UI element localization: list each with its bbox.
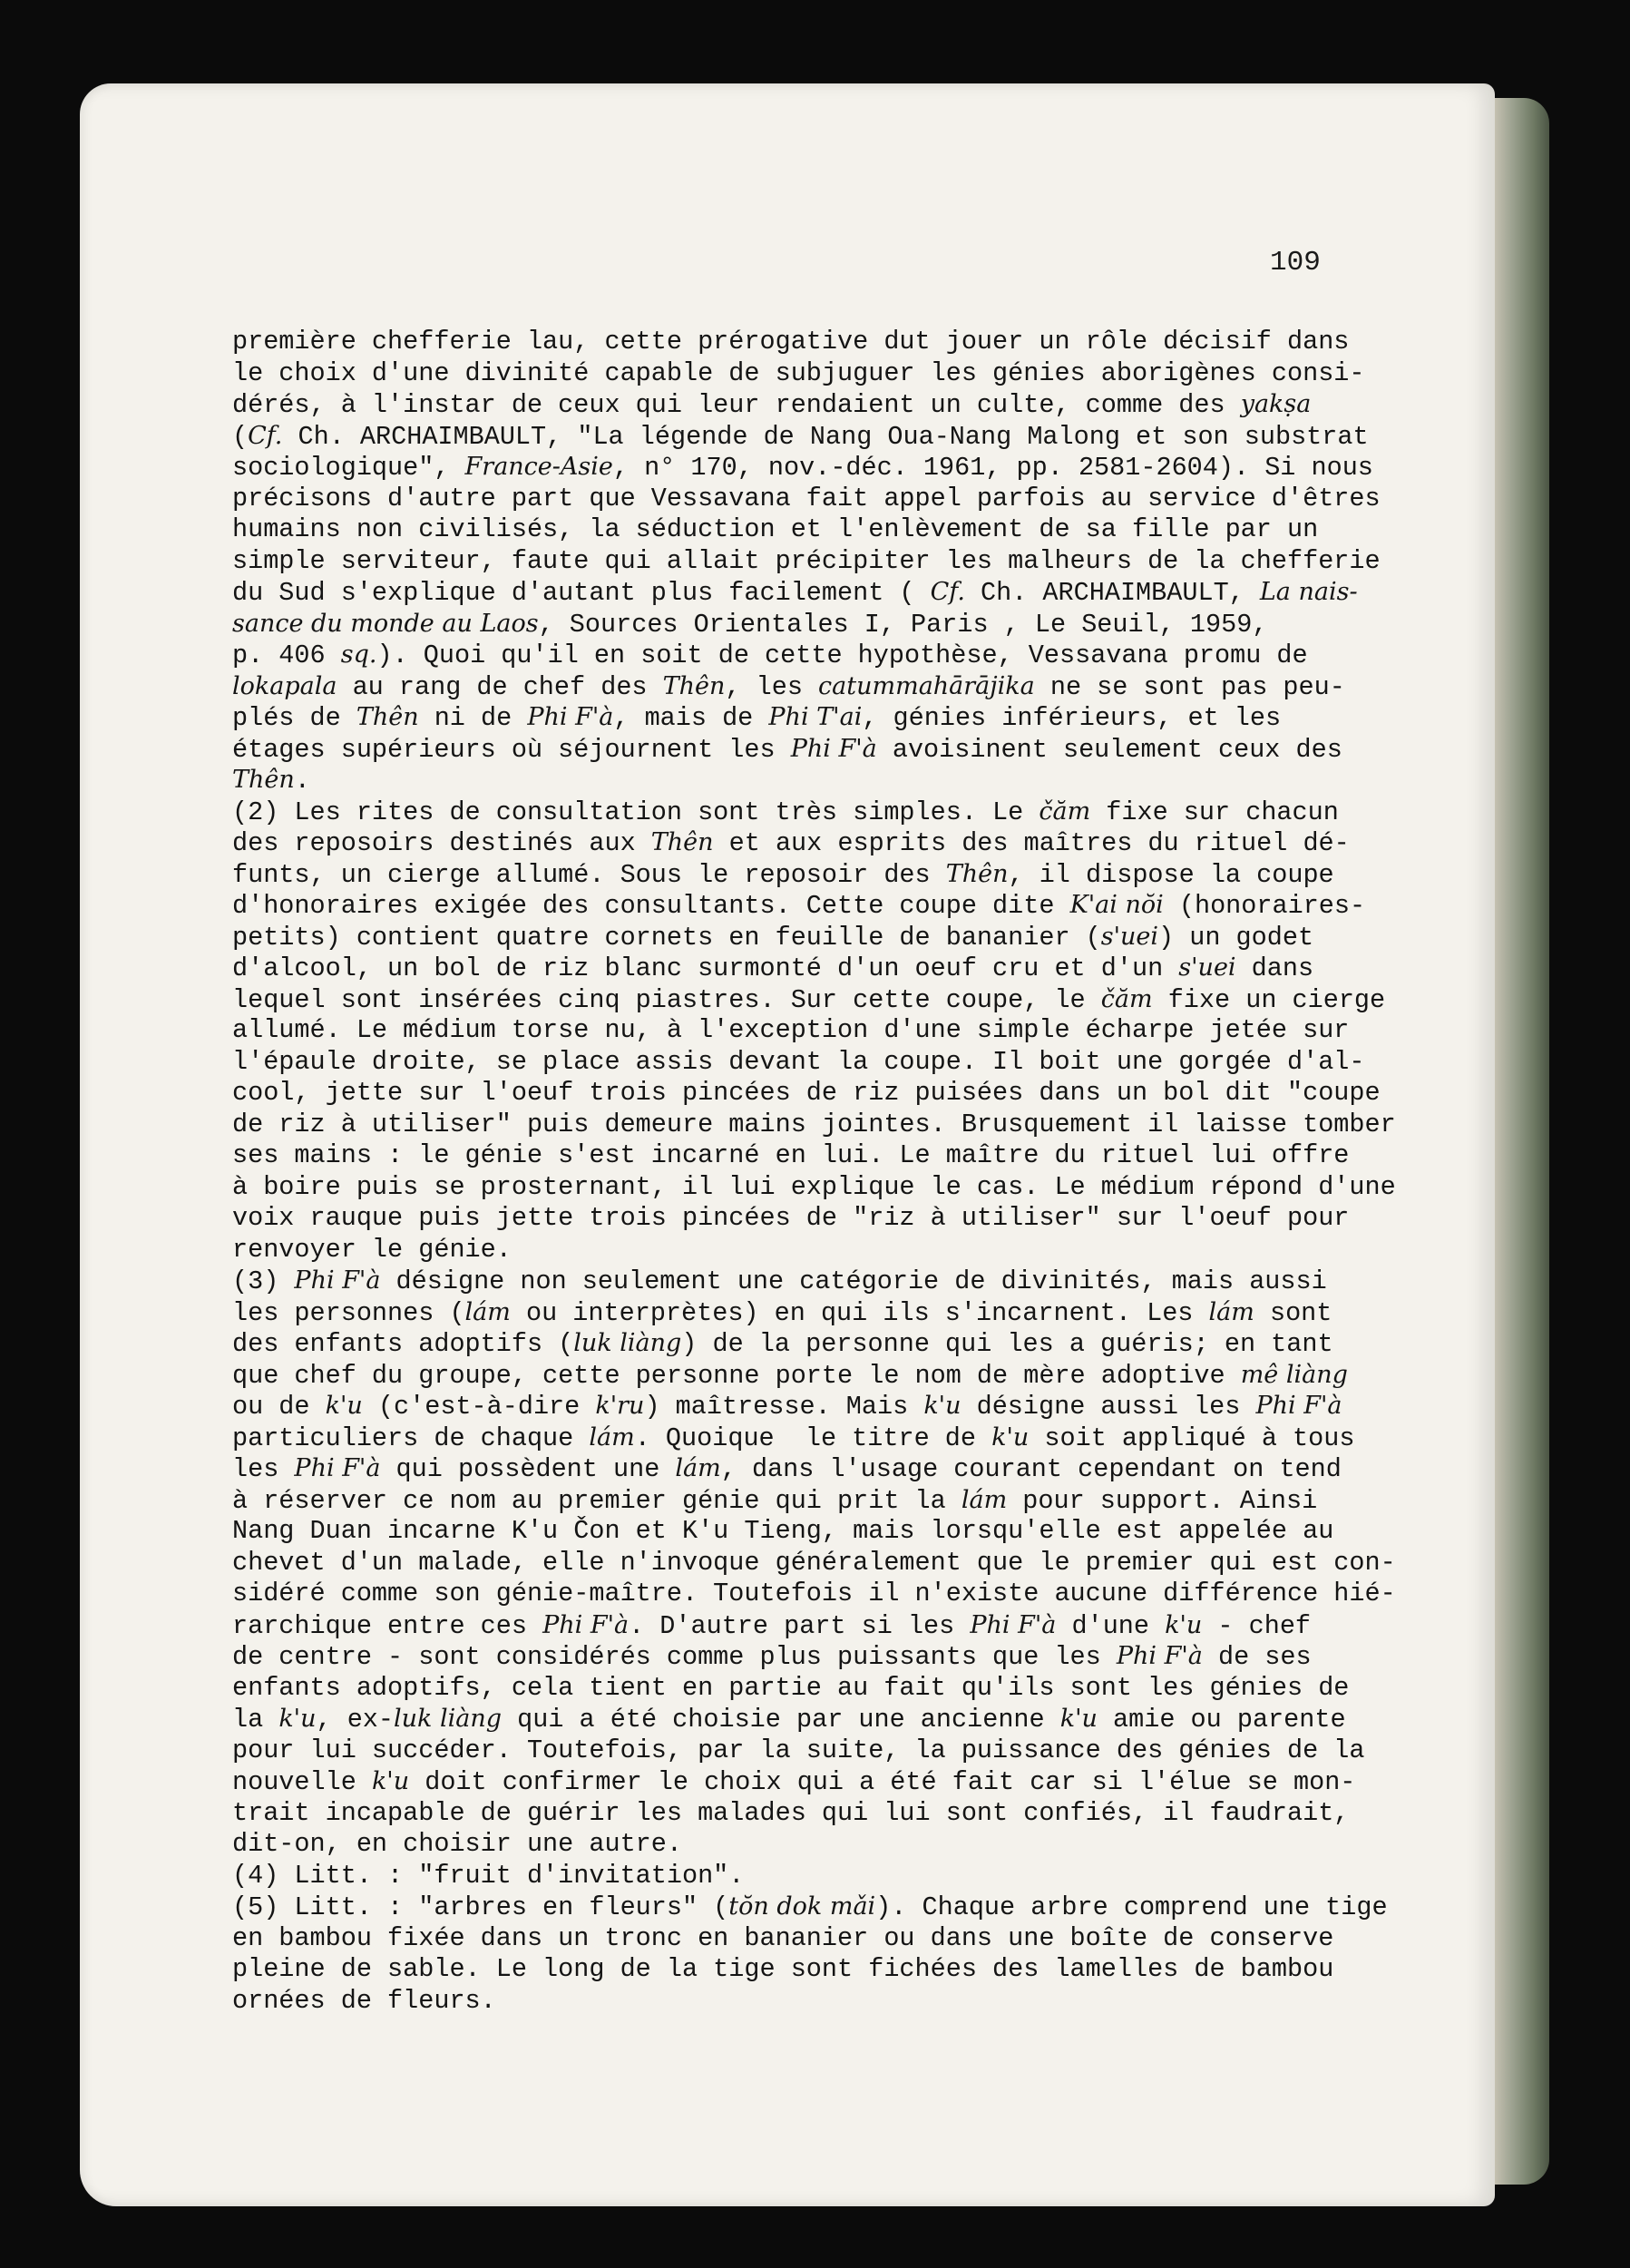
text-line: que chef du groupe, cette personne porte le nom de mère adoptive mê liàng [232, 1360, 1348, 1391]
text-line: p. 406 sq.). Quoi qu'il en soit de cette hypothèse, Vessavana promu de [232, 640, 1308, 670]
text-line: des enfants adoptifs (luk liàng) de la personne qui les a guéris; en tant [232, 1329, 1333, 1359]
text-line: à réserver ce nom au premier génie qui prit la lám pour support. Ainsi [232, 1485, 1318, 1516]
italic-term: k'u [1059, 1705, 1098, 1733]
text-line: ou de k'u (c'est-à-dire k'ru) maîtresse. Mais k'u désigne aussi les Phi F'à [232, 1392, 1342, 1422]
italic-term: mê liàng [1240, 1360, 1348, 1389]
text-line: précisons d'autre part que Vessavana fait appel parfois au service d'êtres [232, 483, 1381, 513]
text-line: rarchique entre ces Phi F'à. D'autre part si les Phi F'à d'une k'u - chef [232, 1610, 1312, 1641]
text-line: funts, un cierge allumé. Sous le reposoir des Thên, il dispose la coupe [232, 859, 1334, 890]
text-line: Thên. [232, 766, 310, 796]
italic-term: sance du monde au Laos [232, 609, 539, 638]
text-line: voix rauque puis jette trois pincées de "riz à utiliser" sur l'oeuf pour [232, 1203, 1350, 1233]
text-line: sance du monde au Laos, Sources Orientales I, Paris , Le Seuil, 1959, [232, 609, 1268, 640]
italic-term: Phi T'ai [768, 703, 863, 731]
text-line: sociologique", France-Asie, n° 170, nov.-déc. 1961, pp. 2581-2604). Si nous [232, 453, 1373, 483]
italic-term: Cf. [248, 421, 283, 450]
italic-term: k'u [923, 1392, 961, 1420]
text-line: particuliers de chaque lám. Quoique le titre de k'u soit appliqué à tous [232, 1422, 1355, 1453]
italic-term: catummahārājika [818, 671, 1035, 700]
text-line: de riz à utiliser" puis demeure mains jointes. Brusquement il laisse tomber [232, 1109, 1396, 1139]
text-line: en bambou fixée dans un tronc en bananier ou dans une boîte de conserve [232, 1922, 1334, 1953]
text-line: (Cf. Ch. ARCHAIMBAULT, "La légende de Nang Oua-Nang Malong et son substrat [232, 421, 1369, 452]
text-line: Nang Duan incarne K'u Čon et K'u Tieng, mais lorsqu'elle est appelée au [232, 1516, 1334, 1546]
text-line: (3) Phi F'à désigne non seulement une catégorie de divinités, mais aussi [232, 1266, 1327, 1296]
text-line: trait incapable de guérir les malades qui lui sont confiés, il faudrait, [232, 1797, 1350, 1828]
italic-term: s'uei [1178, 953, 1236, 982]
italic-term: k'ru [595, 1392, 645, 1420]
text-line: étages supérieurs où séjournent les Phi F'à avoisinent seulement ceux des [232, 734, 1342, 765]
text-line: dérés, à l'instar de ceux qui leur rendaient un culte, comme des yakṣa [232, 390, 1312, 420]
text-line: cool, jette sur l'oeuf trois pincées de riz puisées dans un bol dit "coupe [232, 1078, 1381, 1108]
italic-term: luk liàng [573, 1329, 682, 1357]
text-line: les Phi F'à qui possèdent une lám, dans l'usage courant cependant on tend [232, 1454, 1342, 1484]
italic-term: La nais- [1259, 578, 1358, 606]
text-line: sidéré comme son génie-maître. Toutefois il n'existe aucune différence hié- [232, 1579, 1396, 1608]
text-line: première chefferie lau, cette prérogative dut jouer un rôle décisif dans [232, 327, 1350, 357]
text-line: simple serviteur, faute qui allait précipiter les malheurs de la chefferie [232, 545, 1381, 576]
italic-term: Phi F'à [294, 1266, 381, 1295]
italic-term: Phi F'à [970, 1610, 1057, 1639]
text-line: lequel sont insérées cinq piastres. Sur cette coupe, le čăm fixe un cierge [232, 984, 1386, 1015]
text-line: la k'u, ex-luk liàng qui a été choisie par une ancienne k'u amie ou parente [232, 1705, 1346, 1735]
text-line: du Sud s'explique d'autant plus facilement ( Cf. Ch. ARCHAIMBAULT, La nais- [232, 578, 1358, 608]
text-line: (2) Les rites de consultation sont très simples. Le čăm fixe sur chacun [232, 797, 1339, 827]
italic-term: Thên [662, 671, 726, 700]
italic-term: yakṣa [1240, 390, 1312, 418]
text-line: ses mains : le génie s'est incarné en lui. Le maître du rituel lui offre [232, 1140, 1350, 1170]
text-line: les personnes (lám ou interprètes) en qui ils s'incarnent. Les lám sont [232, 1297, 1332, 1328]
italic-term: luk liàng [394, 1705, 503, 1733]
italic-term: Thên [945, 859, 1009, 888]
text-line: renvoyer le génie. [232, 1234, 512, 1265]
text-line: petits) contient quatre cornets en feuille de bananier (s'uei) un godet [232, 922, 1314, 953]
italic-term: Phi F'à [1116, 1642, 1203, 1670]
text-line: pleine de sable. Le long de la tige sont fichées des lamelles de bambou [232, 1954, 1334, 1984]
italic-term: lám [589, 1422, 635, 1452]
italic-term: k'u [325, 1392, 363, 1420]
italic-term: čăm [1100, 984, 1153, 1013]
italic-term: k'u [1165, 1610, 1203, 1639]
italic-term: sq. [340, 640, 377, 669]
italic-term: Phi F'à [790, 734, 877, 763]
text-line: nouvelle k'u doit confirmer le choix qui a été fait car si l'élue se mon- [232, 1767, 1356, 1797]
text-line: d'alcool, un bol de riz blanc surmonté d'un oeuf cru et d'un s'uei dans [232, 953, 1314, 983]
text-line: des reposoirs destinés aux Thên et aux esprits des maîtres du rituel dé- [232, 828, 1350, 858]
text-line: humains non civilisés, la séduction et l'enlèvement de sa fille par un [232, 514, 1319, 544]
italic-term: tŏn dok mǎi [728, 1892, 876, 1921]
italic-term: lám [1208, 1297, 1254, 1326]
italic-term: Thên [232, 766, 295, 794]
italic-term: France-Asie [464, 453, 613, 481]
italic-term: k'u [991, 1422, 1030, 1452]
italic-term: lám [961, 1485, 1008, 1514]
text-line: (4) Litt. : "fruit d'invitation". [232, 1860, 745, 1891]
text-line: ornées de fleurs. [232, 1985, 496, 2016]
text-line: enfants adoptifs, cela tient en partie au fait qu'ils sont les génies de [232, 1672, 1350, 1703]
italic-term: Cf. [930, 578, 965, 606]
text-line: allumé. Le médium torse nu, à l'exception d'une simple écharpe jetée sur [232, 1015, 1350, 1045]
italic-term: Phi F'à [542, 1610, 630, 1639]
italic-term: K'ai nŏi [1069, 891, 1164, 919]
text-line: chevet d'un malade, elle n'invoque généralement que le premier qui est con- [232, 1547, 1396, 1578]
italic-term: Phi F'à [294, 1454, 381, 1482]
text-line: dit-on, en choisir une autre. [232, 1829, 682, 1859]
italic-term: Thên [650, 828, 714, 856]
text-line: l'épaule droite, se place assis devant la coupe. Il boit une gorgée d'al- [232, 1046, 1365, 1077]
text-line: de centre - sont considérés comme plus puissants que les Phi F'à de ses [232, 1642, 1312, 1672]
text-line: le choix d'une divinité capable de subjuguer les génies aborigènes consi- [232, 357, 1365, 388]
italic-term: k'u [371, 1767, 410, 1795]
text-line: plés de Thên ni de Phi F'à, mais de Phi T'ai, génies inférieurs, et les [232, 703, 1282, 733]
italic-term: Phi F'à [527, 703, 614, 731]
italic-term: s'uei [1100, 922, 1159, 951]
text-line: pour lui succéder. Toutefois, par la suite, la puissance des génies de la [232, 1735, 1365, 1765]
italic-term: lám [675, 1454, 721, 1482]
italic-term: k'u [278, 1705, 317, 1733]
text-line: lokapala au rang de chef des Thên, les catummahārājika ne se sont pas peu- [232, 671, 1345, 702]
text-line: (5) Litt. : "arbres en fleurs" (tŏn dok mǎi). Chaque arbre comprend une tige [232, 1892, 1388, 1922]
text-line: à boire puis se prosternant, il lui explique le cas. Le médium répond d'une [232, 1171, 1396, 1202]
italic-term: čăm [1039, 797, 1091, 826]
text-line: d'honoraires exigée des consultants. Cette coupe dite K'ai nŏi (honoraires- [232, 891, 1366, 921]
page-number: 109 [1270, 247, 1321, 279]
footnotes-text [232, 327, 1411, 2017]
italic-term: lokapala [232, 671, 337, 700]
italic-term: Thên [356, 703, 419, 731]
italic-term: lám [464, 1297, 511, 1326]
italic-term: Phi F'à [1255, 1392, 1342, 1420]
